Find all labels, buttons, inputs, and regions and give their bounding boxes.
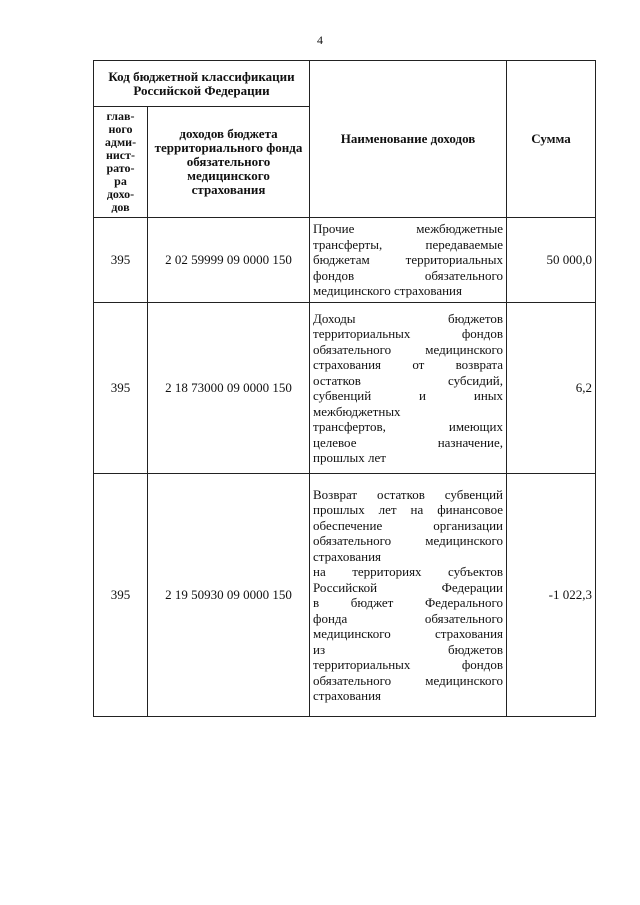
revenue-name-line: обязательного медицинского — [313, 672, 504, 688]
revenue-name-line: бюджетам территориальных — [313, 252, 504, 268]
revenue-name-line: межбюджетных — [313, 403, 401, 419]
revenue-name-cell — [310, 303, 507, 474]
revenue-table — [93, 60, 596, 717]
revenue-name-line: медицинского страхования — [313, 283, 462, 299]
revenue-name-cell — [310, 218, 507, 303]
header-amount: Сумма — [507, 61, 596, 218]
amount-cell: 50 000,0 — [507, 218, 596, 303]
revenue-name-cell — [310, 474, 507, 717]
revenue-name-line: из бюджетов — [313, 641, 504, 657]
page-number: 4 — [317, 33, 323, 47]
revenue-name-line: фонда обязательного — [313, 610, 504, 626]
revenue-name-line: трансфертов, имеющих — [313, 419, 504, 434]
revenue-name-line: обязательного медицинского — [313, 341, 504, 357]
revenue-name-line: остатков субсидий, — [313, 372, 504, 388]
table-row — [94, 218, 596, 303]
revenue-name-line: обеспечение организации — [313, 517, 504, 533]
revenue-name-line: Российской Федерации — [313, 579, 504, 595]
revenue-name-line: прошлых лет — [313, 450, 386, 465]
revenue-name-line: фондов обязательного — [313, 267, 504, 283]
table-row — [94, 303, 596, 474]
revenue-name-line: Прочие межбюджетные — [313, 221, 504, 237]
revenue-name-line: субвенций и иных — [313, 388, 504, 403]
revenue-name-line: обязательного медицинского — [313, 533, 504, 548]
revenue-name-line: территориальных фондов — [313, 326, 504, 341]
revenue-name-line: целевое назначение, — [313, 434, 504, 450]
revenue-code-cell: 2 18 73000 09 0000 150 — [148, 303, 310, 474]
admin-code-cell: 395 — [94, 474, 148, 717]
revenue-name-line: трансферты, передаваемые — [313, 236, 504, 252]
revenue-name-line: на территориях субъектов — [313, 564, 504, 579]
revenue-name-line: страхования от возврата — [313, 357, 504, 372]
header-fund-revenue-code: доходов бюджета территориального фонда обязательного медицинского страхования — [148, 107, 310, 218]
amount-cell: 6,2 — [507, 303, 596, 474]
table-row — [94, 474, 596, 717]
revenue-name-line: Доходы бюджетов — [313, 310, 504, 326]
revenue-name-line: страхования — [313, 548, 382, 564]
revenue-name-line: медицинского страхования — [313, 626, 504, 641]
revenue-code-cell: 2 19 50930 09 0000 150 — [148, 474, 310, 717]
revenue-name-line: территориальных фондов — [313, 657, 504, 672]
revenue-name-line: прошлых лет на финансовое — [313, 502, 504, 517]
admin-code-cell: 395 — [94, 303, 148, 474]
header-revenue-name: Наименование доходов — [310, 61, 507, 218]
revenue-name-line: Возврат остатков субвенций — [313, 486, 504, 502]
admin-code-cell: 395 — [94, 218, 148, 303]
header-chief-administrator: глав- ного адми- нист- рато- ра дохо- дов — [94, 107, 148, 218]
revenue-name-line: страхования — [313, 688, 382, 703]
revenue-name-line: в бюджет Федерального — [313, 595, 504, 610]
amount-cell: -1 022,3 — [507, 474, 596, 717]
header-budget-classification: Код бюджетной классификации Российской Федерации — [94, 61, 310, 107]
revenue-code-cell: 2 02 59999 09 0000 150 — [148, 218, 310, 303]
